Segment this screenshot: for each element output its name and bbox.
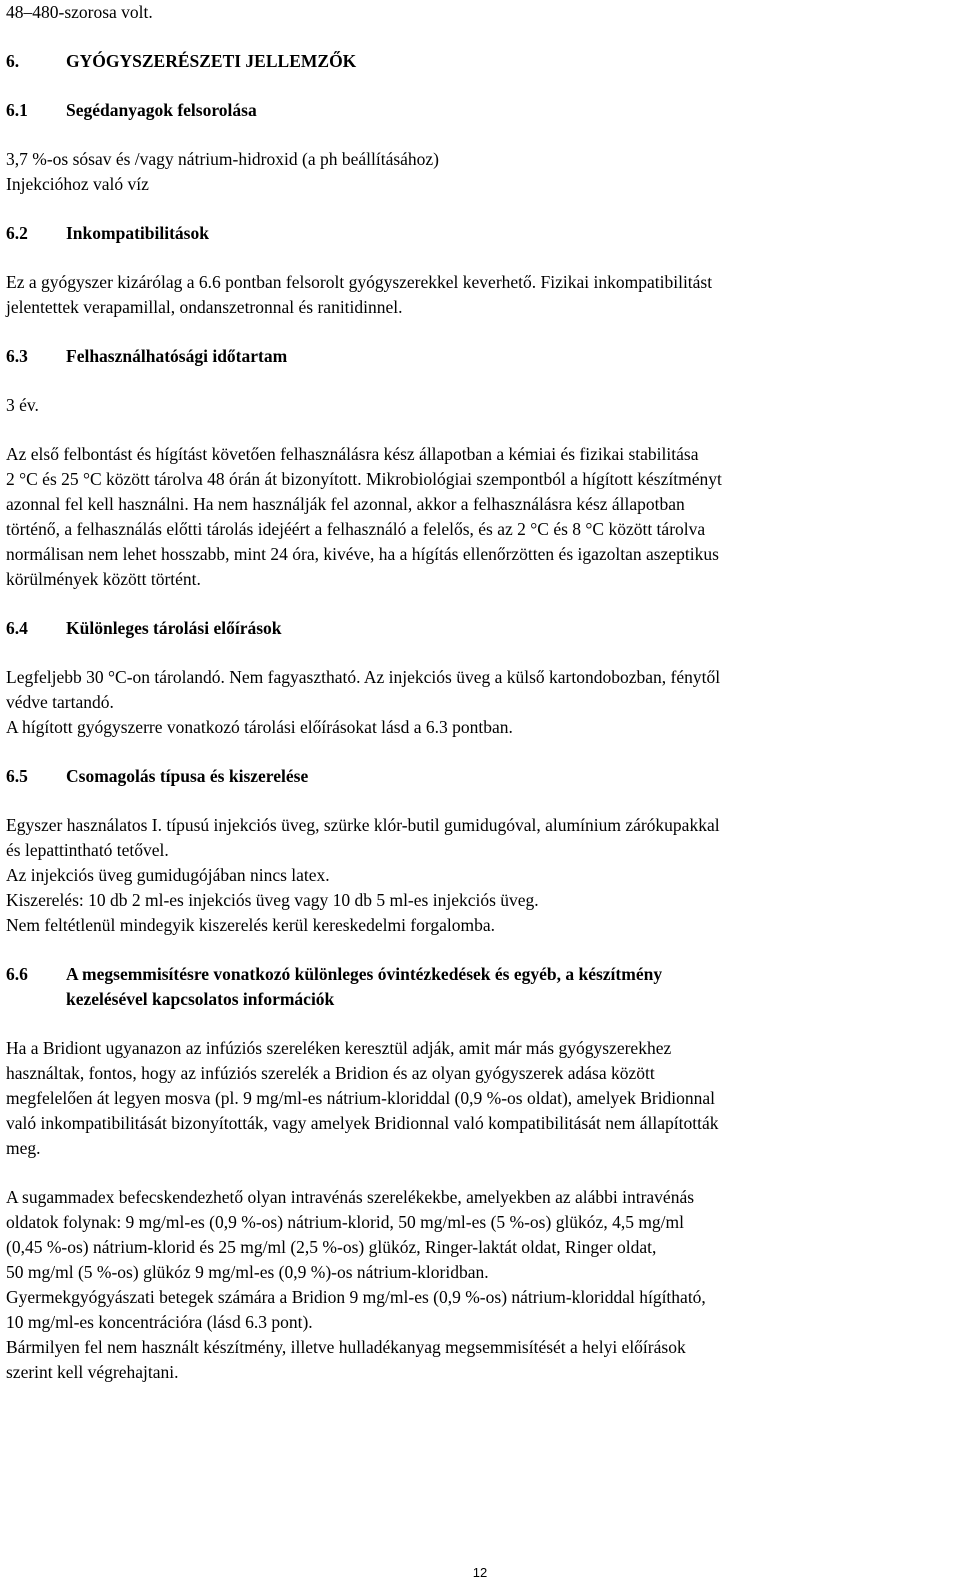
section-heading-6-2 xyxy=(6,221,954,246)
section-title xyxy=(66,962,954,1012)
section-body-6-6-para-2 xyxy=(6,1185,954,1385)
section-number: 6.4 xyxy=(6,618,28,638)
text-line: 2 °C és 25 °C között tárolva 48 órán át bizonyított. Mikrobiológiai szempontból a hígított készítményt xyxy=(6,469,722,489)
section-title: GYÓGYSZERÉSZETI JELLEMZŐK xyxy=(66,51,357,71)
text-line: 10 mg/ml-es koncentrációra (lásd 6.3 pont). xyxy=(6,1312,313,1332)
section-body-6-1 xyxy=(6,147,954,197)
text-line: meg. xyxy=(6,1138,41,1158)
document-page xyxy=(6,0,954,1385)
title-line: kezelésével kapcsolatos információk xyxy=(66,989,335,1009)
text-line: védve tartandó. xyxy=(6,692,114,712)
section-number: 6.1 xyxy=(6,100,28,120)
text-line: Gyermekgyógyászati betegek számára a Bridion 9 mg/ml-es (0,9 %-os) nátrium-kloriddal hígítható, xyxy=(6,1287,706,1307)
section-number: 6.5 xyxy=(6,766,28,786)
section-heading-6 xyxy=(6,49,954,74)
text-line: Injekcióhoz való víz xyxy=(6,174,149,194)
section-body-6-3 xyxy=(6,442,954,592)
text-line: (0,45 %-os) nátrium-klorid és 25 mg/ml (2,5 %-os) glükóz, Ringer-laktát oldat, Ringer oldat, xyxy=(6,1237,657,1257)
text-line: használtak, fontos, hogy az infúziós szerelék a Bridion és az olyan gyógyszerek adása között xyxy=(6,1063,655,1083)
text-line: megfelelően át legyen mosva (pl. 9 mg/ml-es nátrium-kloriddal (0,9 %-os oldat), amelyek Bridionnal xyxy=(6,1088,716,1108)
section-title: Felhasználhatósági időtartam xyxy=(66,346,288,366)
text-line: jelentettek verapamillal, ondanszetronnal és ranitidinnel. xyxy=(6,297,403,317)
section-heading-6-3 xyxy=(6,344,954,369)
section-heading-6-5 xyxy=(6,764,954,789)
text-line: és lepattintható tetővel. xyxy=(6,840,169,860)
text-line: Ha a Bridiont ugyanazon az infúziós szereléken keresztül adják, amit már más gyógyszerekhez xyxy=(6,1038,672,1058)
text-line: Bármilyen fel nem használt készítmény, illetve hulladékanyag megsemmisítését a helyi előírások xyxy=(6,1337,686,1357)
section-title: Különleges tárolási előírások xyxy=(66,618,282,638)
section-heading-6-4 xyxy=(6,616,954,641)
shelf-life-value: 3 év. xyxy=(6,395,39,415)
section-number: 6. xyxy=(6,51,20,71)
section-title: Inkompatibilitások xyxy=(66,223,209,243)
text-line: történő, a felhasználás előtti tárolás idejéért a felhasználó a felelős, és az 2 °C és 8 °C között tárolva xyxy=(6,519,706,539)
text-line: 48–480-szorosa volt. xyxy=(6,2,153,22)
text-line: Ez a gyógyszer kizárólag a 6.6 pontban felsorolt gyógyszerekkel keverhető. Fizikai inkompatibilitást xyxy=(6,272,713,292)
text-line: Egyszer használatos I. típusú injekciós üveg, szürke klór-butil gumidugóval, alumínium zárókupakkal xyxy=(6,815,720,835)
text-line: Nem feltétlenül mindegyik kiszerelés kerül kereskedelmi forgalomba. xyxy=(6,915,496,935)
text-line: A hígított gyógyszerre vonatkozó tárolási előírásokat lásd a 6.3 pontban. xyxy=(6,717,513,737)
text-line: azonnal fel kell használni. Ha nem használják fel azonnal, akkor a felhasználásra kész állapotban xyxy=(6,494,685,514)
section-title: Segédanyagok felsorolása xyxy=(66,100,257,120)
text-line: oldatok folynak: 9 mg/ml-es (0,9 %-os) nátrium-klorid, 50 mg/ml-es (5 %-os) glükóz, 4,5 mg/ml xyxy=(6,1212,685,1232)
section-body-6-5 xyxy=(6,813,954,938)
section-body-6-2 xyxy=(6,270,954,320)
section-number: 6.6 xyxy=(6,964,28,984)
title-line: A megsemmisítésre vonatkozó különleges óvintézkedések és egyéb, a készítmény xyxy=(66,964,663,984)
text-line: A sugammadex befecskendezhető olyan intravénás szerelékekbe, amelyekben az alábbi intravénás xyxy=(6,1187,695,1207)
section-heading-6-1 xyxy=(6,98,954,123)
text-line: 50 mg/ml (5 %-os) glükóz 9 mg/ml-es (0,9 %)-os nátrium-kloridban. xyxy=(6,1262,489,1282)
text-line: való inkompatibilitását bizonyították, vagy amelyek Bridionnal való kompatibilitását nem állapították xyxy=(6,1113,719,1133)
text-line: szerint kell végrehajtani. xyxy=(6,1362,179,1382)
text-line: 3,7 %-os sósav és /vagy nátrium-hidroxid (a ph beállításához) xyxy=(6,149,440,169)
text-line: normálisan nem lehet hosszabb, mint 24 óra, kivéve, ha a hígítás ellenőrzötten és igazoltan aszeptikus xyxy=(6,544,719,564)
section-number: 6.3 xyxy=(6,346,28,366)
section-number: 6.2 xyxy=(6,223,28,243)
section-body-6-4 xyxy=(6,665,954,740)
text-line: körülmények között történt. xyxy=(6,569,201,589)
text-line: Az első felbontást és hígítást követően felhasználásra kész állapotban a kémiai és fizikai stabilitása xyxy=(6,444,699,464)
page-number: 12 xyxy=(472,1565,488,1580)
text-line: Legfeljebb 30 °C-on tárolandó. Nem fagyasztható. Az injekciós üveg a külső kartondobozban, fénytől xyxy=(6,667,721,687)
section-body-6-6-para-1 xyxy=(6,1036,954,1161)
text-line: Kiszerelés: 10 db 2 ml-es injekciós üveg vagy 10 db 5 ml-es injekciós üveg. xyxy=(6,890,539,910)
section-heading-6-6 xyxy=(6,962,954,1012)
text-line: Az injekciós üveg gumidugójában nincs latex. xyxy=(6,865,330,885)
section-title: Csomagolás típusa és kiszerelése xyxy=(66,766,309,786)
